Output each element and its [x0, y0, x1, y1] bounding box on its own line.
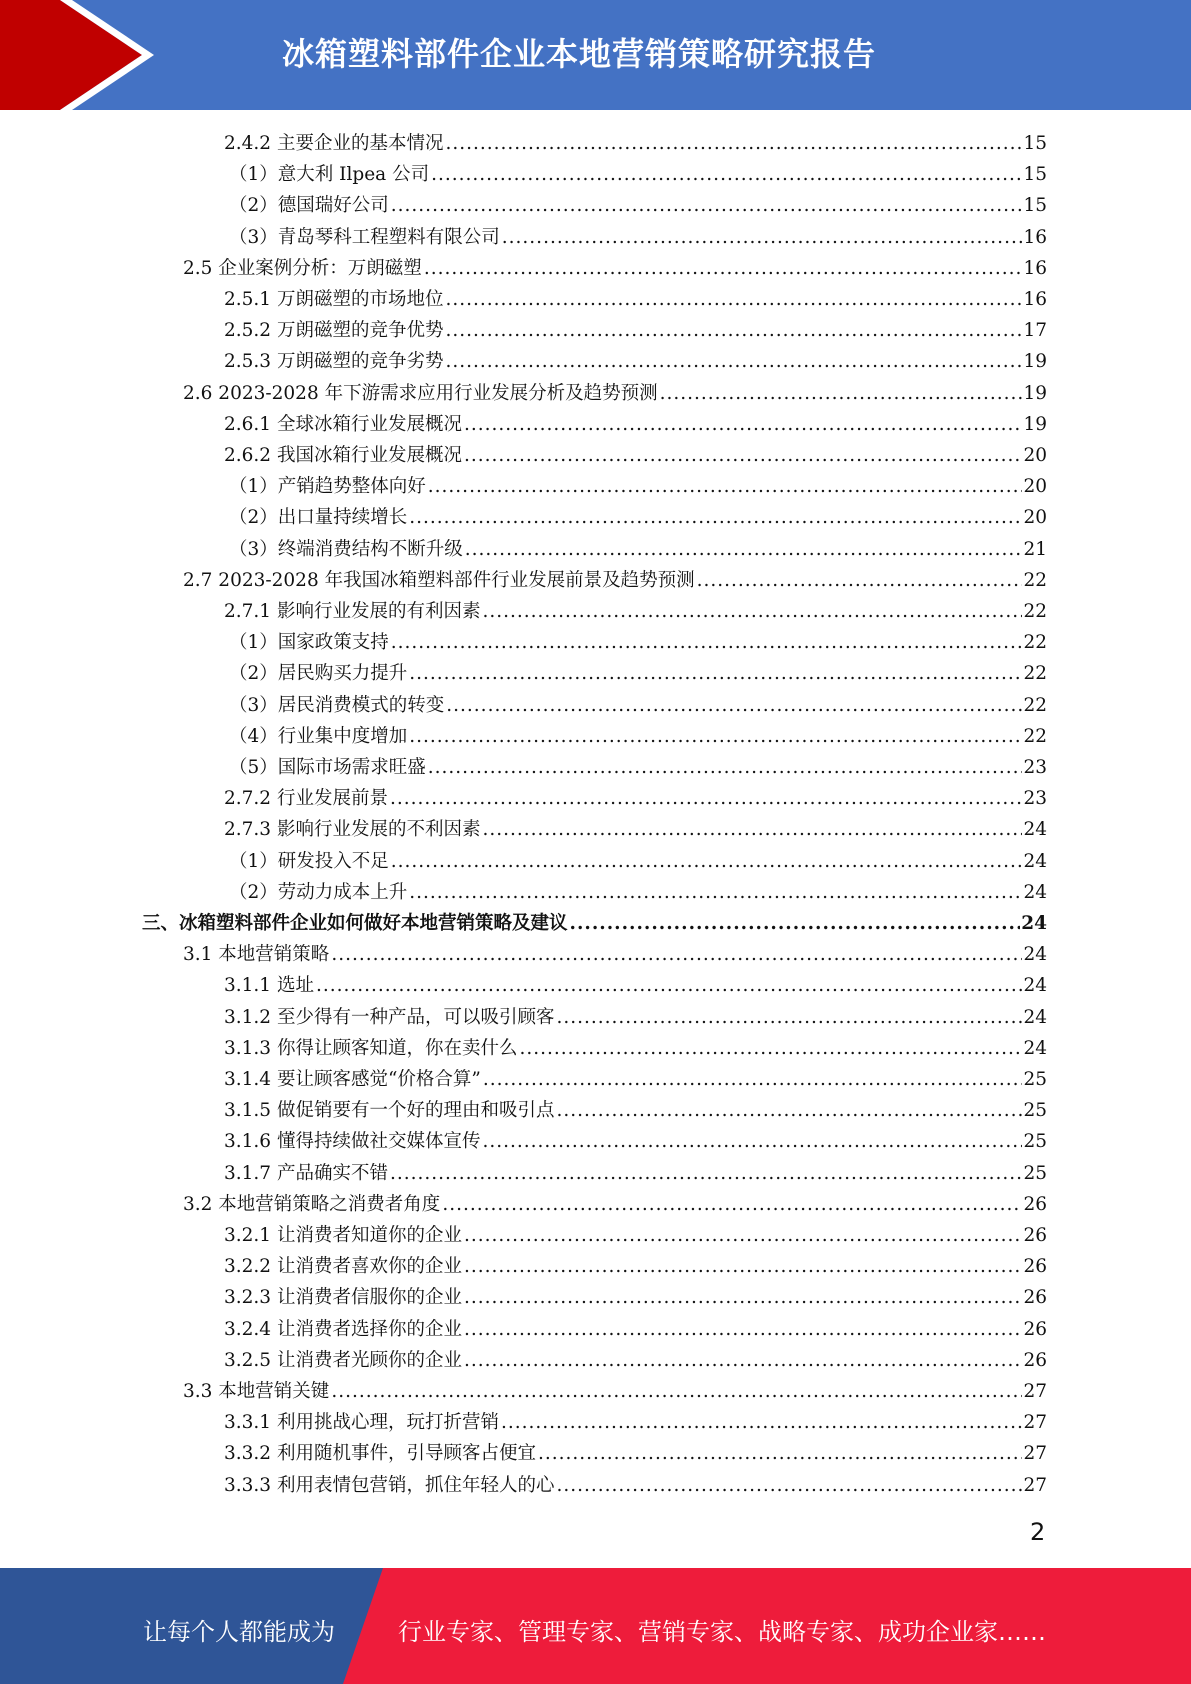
toc-entry[interactable] — [229, 502, 1047, 530]
toc-dot-leader — [445, 132, 1022, 156]
toc-entry-page: 15 — [1023, 195, 1047, 217]
toc-entry[interactable] — [224, 783, 1047, 811]
toc-dot-leader — [445, 288, 1022, 312]
toc-entry-page: 24 — [1023, 881, 1047, 903]
toc-dot-leader — [482, 1130, 1022, 1154]
toc-entry[interactable] — [224, 596, 1047, 624]
toc-entry-title: （3）居民消费模式的转变 — [229, 694, 445, 716]
toc-entry[interactable] — [224, 1251, 1047, 1279]
toc-entry[interactable] — [229, 690, 1047, 718]
toc-entry-title: 3.2.3 让消费者信服你的企业 — [224, 1287, 462, 1309]
toc-entry-page: 22 — [1023, 725, 1047, 747]
toc-entry-title: （3）青岛琴科工程塑料有限公司 — [229, 226, 500, 248]
toc-dot-leader — [465, 538, 1023, 562]
toc-dot-leader — [316, 974, 1023, 998]
toc-entry-title: 2.7.3 影响行业发展的不利因素 — [224, 819, 481, 841]
toc-entry[interactable] — [224, 970, 1047, 998]
toc-entry-title: （2）出口量持续增长 — [229, 507, 408, 529]
toc-entry-title: 3.1.2 至少得有一种产品，可以吸引顾客 — [224, 1006, 555, 1028]
toc-entry-page: 26 — [1023, 1193, 1047, 1215]
toc-entry-page: 27 — [1023, 1474, 1047, 1496]
toc-dot-leader — [446, 694, 1022, 718]
toc-entry-title: 3.2.5 让消费者光顾你的企业 — [224, 1349, 462, 1371]
toc-entry[interactable] — [229, 752, 1047, 780]
toc-dot-leader — [502, 226, 1023, 250]
toc-entry-title: 3.1.4 要让顾客感觉“价格合算” — [224, 1069, 481, 1090]
toc-entry[interactable] — [224, 1470, 1047, 1498]
toc-entry-page: 24 — [1021, 913, 1047, 934]
toc-dot-leader — [391, 631, 1023, 655]
toc-entry[interactable] — [229, 471, 1047, 499]
toc-dot-leader — [501, 1411, 1022, 1435]
toc-entry-page: 24 — [1023, 975, 1047, 997]
toc-entry[interactable] — [224, 315, 1047, 343]
toc-dot-leader — [464, 1349, 1022, 1373]
toc-entry-page: 22 — [1023, 663, 1047, 685]
toc-entry[interactable] — [224, 1282, 1047, 1310]
toc-entry-title: 3.2.4 让消费者选择你的企业 — [224, 1318, 462, 1340]
toc-dot-leader — [445, 319, 1022, 343]
toc-entry-page: 15 — [1023, 164, 1047, 186]
toc-entry[interactable] — [229, 627, 1047, 655]
toc-entry-page: 24 — [1023, 850, 1047, 872]
toc-entry-title: 2.4.2 主要企业的基本情况 — [224, 133, 444, 154]
toc-entry-title: 3.3.1 利用挑战心理，玩打折营销 — [224, 1412, 499, 1434]
report-title: 冰箱塑料部件企业本地营销策略研究报告 — [282, 35, 877, 73]
toc-dot-leader — [482, 818, 1022, 842]
toc-entry[interactable] — [224, 1033, 1047, 1061]
toc-entry-title: 2.5.2 万朗磁塑的竞争优势 — [224, 320, 444, 342]
toc-entry-title: 2.7.2 行业发展前景 — [224, 788, 388, 810]
toc-entry-title: （2）劳动力成本上升 — [229, 881, 408, 903]
toc-entry-page: 16 — [1023, 289, 1047, 310]
toc-entry[interactable] — [224, 1126, 1047, 1154]
toc-dot-leader — [391, 194, 1023, 218]
toc-entry[interactable] — [224, 128, 1047, 156]
toc-entry[interactable] — [224, 1407, 1047, 1435]
toc-entry-page: 26 — [1023, 1225, 1047, 1246]
toc-entry-page: 22 — [1023, 569, 1047, 591]
toc-entry[interactable] — [142, 908, 1047, 936]
toc-entry-title: 3.2.1 让消费者知道你的企业 — [224, 1225, 462, 1246]
toc-entry-page: 19 — [1023, 413, 1047, 435]
toc-dot-leader — [556, 1006, 1022, 1030]
toc-entry-title: 3.3.2 利用随机事件，引导顾客占便宜 — [224, 1443, 536, 1465]
toc-dot-leader — [409, 506, 1022, 530]
toc-dot-leader — [409, 662, 1022, 686]
toc-entry[interactable] — [183, 1189, 1047, 1217]
toc-entry-page: 24 — [1023, 819, 1047, 841]
toc-entry-title: （1）研发投入不足 — [229, 850, 389, 872]
page-number: 2 — [1030, 1518, 1046, 1546]
footer-slogan-right: 行业专家、管理专家、营销专家、战略专家、成功企业家…… — [398, 1618, 1046, 1646]
toc-entry-title: 3.1.5 做促销要有一个好的理由和吸引点 — [224, 1100, 555, 1122]
toc-entry-title: 3.1.7 产品确实不错 — [224, 1162, 388, 1184]
toc-entry-title: 2.7 2023-2028 年我国冰箱塑料部件行业发展前景及趋势预测 — [183, 569, 695, 591]
toc-entry-title: （2）居民购买力提升 — [229, 663, 408, 685]
toc-entry-page: 24 — [1023, 1006, 1047, 1028]
toc-entry-title: 3.3 本地营销关键 — [183, 1381, 330, 1402]
toc-entry[interactable] — [229, 877, 1047, 905]
toc-dot-leader — [556, 1474, 1022, 1498]
footer-band — [0, 1568, 1191, 1684]
toc-entry[interactable] — [224, 1220, 1047, 1248]
toc-entry-page: 24 — [1023, 1037, 1047, 1059]
toc-entry[interactable] — [224, 1002, 1047, 1030]
toc-entry-page: 20 — [1023, 445, 1047, 466]
toc-entry[interactable] — [183, 378, 1047, 406]
toc-entry-page: 25 — [1023, 1100, 1047, 1122]
toc-entry-title: （4）行业集中度增加 — [229, 725, 408, 747]
toc-entry-title: （1）意大利 Ilpea 公司 — [229, 164, 430, 186]
toc-entry[interactable] — [224, 1345, 1047, 1373]
toc-entry[interactable] — [229, 534, 1047, 562]
toc-entry-title: 2.6.2 我国冰箱行业发展概况 — [224, 445, 462, 466]
toc-dot-leader — [464, 1224, 1022, 1248]
toc-entry-page: 23 — [1023, 788, 1047, 810]
toc-entry[interactable] — [183, 939, 1047, 967]
toc-entry[interactable] — [224, 409, 1047, 437]
toc-entry-page: 16 — [1023, 226, 1047, 248]
toc-entry-page: 26 — [1023, 1287, 1047, 1309]
toc-entry-title: （5）国际市场需求旺盛 — [229, 757, 426, 778]
toc-dot-leader — [445, 350, 1022, 374]
toc-dot-leader — [556, 1099, 1022, 1123]
toc-entry-title: 2.5 企业案例分析：万朗磁塑 — [183, 257, 422, 279]
toc-dot-leader — [331, 943, 1022, 967]
toc-dot-leader — [482, 600, 1022, 624]
toc-dot-leader — [483, 1068, 1023, 1092]
toc-entry-title: 2.6.1 全球冰箱行业发展概况 — [224, 413, 462, 435]
toc-entry-title: （3）终端消费结构不断升级 — [229, 538, 463, 560]
toc-entry-page: 27 — [1023, 1381, 1047, 1402]
toc-entry[interactable] — [224, 814, 1047, 842]
toc-entry[interactable] — [224, 1095, 1047, 1123]
toc-entry-title: （1）国家政策支持 — [229, 632, 389, 654]
header-arrow-decoration — [0, 0, 160, 110]
toc-entry-title: 3.2.2 让消费者喜欢你的企业 — [224, 1256, 462, 1278]
toc-dot-leader — [431, 163, 1022, 187]
toc-entry[interactable] — [224, 1438, 1047, 1466]
toc-dot-leader — [538, 1442, 1022, 1466]
toc-entry-page: 17 — [1023, 320, 1047, 342]
toc-entry-page: 24 — [1023, 944, 1047, 966]
toc-dot-leader — [464, 1255, 1022, 1279]
toc-dot-leader — [331, 1380, 1022, 1404]
toc-entry-title: 2.7.1 影响行业发展的有利因素 — [224, 601, 481, 622]
toc-dot-leader — [428, 756, 1023, 780]
toc-entry[interactable] — [224, 284, 1047, 312]
toc-entry[interactable] — [183, 253, 1047, 281]
toc-dot-leader — [660, 382, 1023, 406]
toc-dot-leader — [464, 1318, 1022, 1342]
toc-entry-title: 3.3.3 利用表情包营销，抓住年轻人的心 — [224, 1474, 555, 1496]
toc-entry[interactable] — [183, 565, 1047, 593]
toc-dot-leader — [428, 475, 1023, 499]
toc-entry-title: 3.1.6 懂得持续做社交媒体宣传 — [224, 1131, 481, 1153]
toc-entry[interactable] — [229, 721, 1047, 749]
toc-dot-leader — [464, 444, 1022, 468]
toc-entry-page: 23 — [1023, 757, 1047, 778]
toc-entry-page: 19 — [1023, 351, 1047, 373]
toc-entry-title: 3.1.3 你得让顾客知道，你在卖什么 — [224, 1037, 518, 1059]
toc-dot-leader — [519, 1037, 1022, 1061]
toc-entry[interactable] — [224, 1314, 1047, 1342]
toc-entry-page: 22 — [1023, 632, 1047, 654]
toc-dot-leader — [697, 569, 1023, 593]
toc-entry-page: 16 — [1023, 257, 1047, 279]
toc-entry-title: 2.5.1 万朗磁塑的市场地位 — [224, 289, 444, 310]
toc-entry-page: 20 — [1023, 476, 1047, 498]
toc-entry-page: 19 — [1023, 382, 1047, 404]
toc-entry[interactable] — [183, 1376, 1047, 1404]
toc-entry-page: 26 — [1023, 1256, 1047, 1278]
toc-entry-title: （1）产销趋势整体向好 — [229, 476, 426, 498]
toc-dot-leader — [424, 257, 1023, 281]
toc-entry[interactable] — [224, 1064, 1047, 1092]
toc-entry[interactable] — [224, 346, 1047, 374]
toc-entry[interactable] — [229, 222, 1047, 250]
toc-entry[interactable] — [224, 440, 1047, 468]
toc-entry-title: （2）德国瑞好公司 — [229, 195, 389, 217]
toc-entry[interactable] — [229, 846, 1047, 874]
toc-entry-title: 3.1.1 选址 — [224, 975, 314, 997]
toc-entry-page: 25 — [1023, 1069, 1047, 1090]
toc-entry-title: 2.5.3 万朗磁塑的竞争劣势 — [224, 351, 444, 373]
toc-entry[interactable] — [224, 1158, 1047, 1186]
toc-dot-leader — [390, 1162, 1022, 1186]
toc-entry[interactable] — [229, 190, 1047, 218]
toc-entry-title: 三、冰箱塑料部件企业如何做好本地营销策略及建议 — [142, 913, 568, 934]
toc-dot-leader — [409, 881, 1022, 905]
toc-dot-leader — [570, 912, 1021, 936]
toc-entry[interactable] — [229, 658, 1047, 686]
toc-entry-page: 22 — [1023, 694, 1047, 716]
toc-dot-leader — [464, 413, 1022, 437]
toc-entry-title: 3.2 本地营销策略之消费者角度 — [183, 1193, 441, 1215]
toc-entry-page: 25 — [1023, 1131, 1047, 1153]
toc-entry-page: 27 — [1023, 1443, 1047, 1465]
toc-dot-leader — [442, 1193, 1022, 1217]
toc-entry-page: 25 — [1023, 1162, 1047, 1184]
toc-entry-page: 22 — [1023, 601, 1047, 622]
toc-entry-page: 26 — [1023, 1318, 1047, 1340]
footer-slogan-left: 让每个人都能成为 — [143, 1618, 335, 1646]
toc-entry-title: 2.6 2023-2028 年下游需求应用行业发展分析及趋势预测 — [183, 382, 658, 404]
toc-entry-page: 21 — [1023, 538, 1047, 560]
toc-entry-page: 20 — [1023, 507, 1047, 529]
report-header-band — [0, 0, 1191, 110]
toc-dot-leader — [391, 850, 1023, 874]
toc-entry[interactable] — [229, 159, 1047, 187]
toc-dot-leader — [464, 1286, 1022, 1310]
toc-dot-leader — [409, 725, 1022, 749]
toc-entry-page: 27 — [1023, 1412, 1047, 1434]
toc-dot-leader — [390, 787, 1022, 811]
toc-entry-page: 26 — [1023, 1349, 1047, 1371]
toc-entry-title: 3.1 本地营销策略 — [183, 944, 330, 966]
toc-entry-page: 15 — [1023, 133, 1047, 154]
